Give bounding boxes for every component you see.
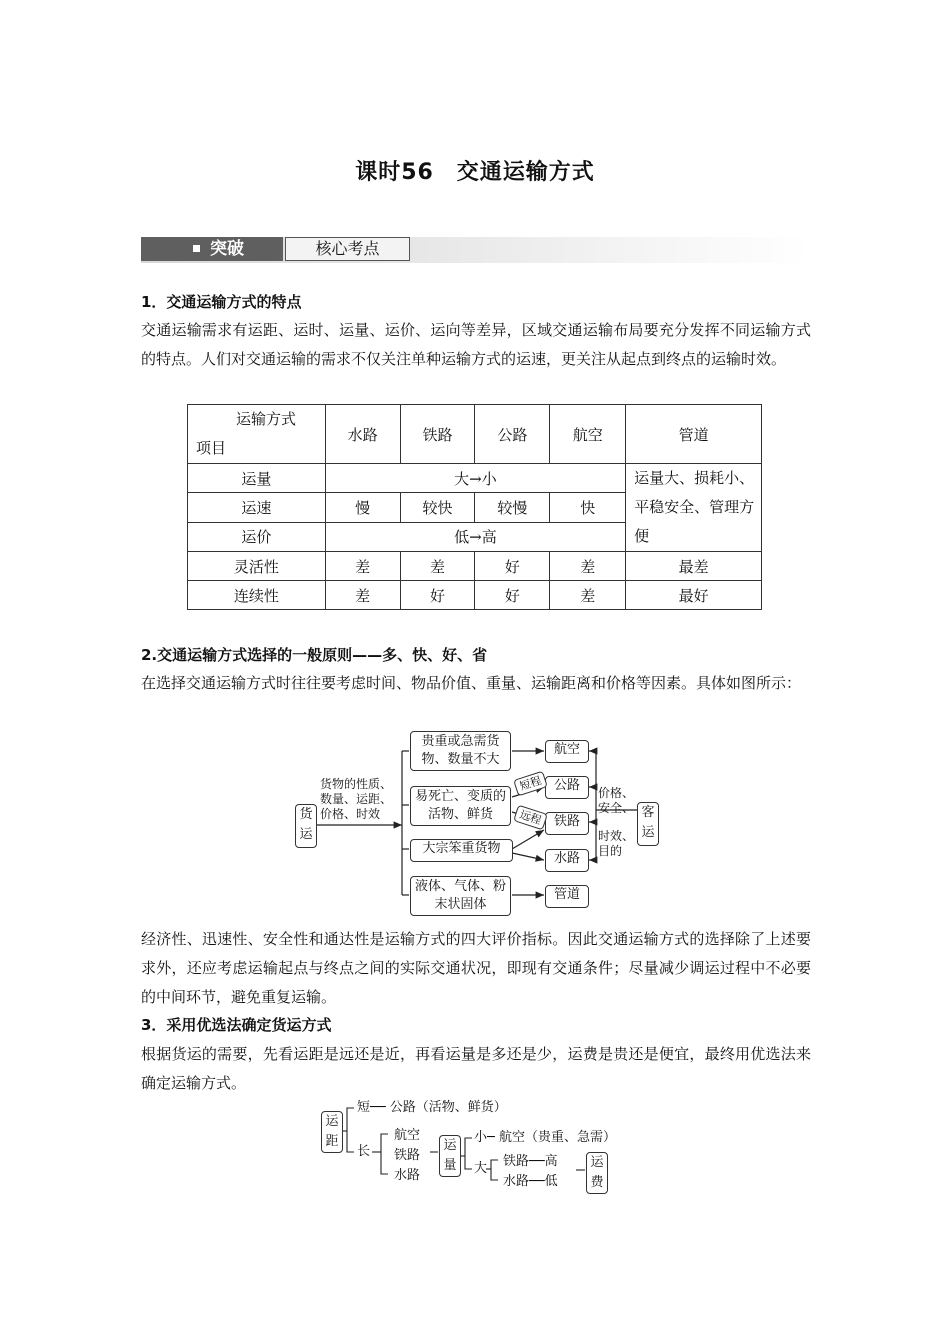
- speed-cell: 较慢: [475, 493, 550, 522]
- long-mode: 铁路: [394, 1148, 421, 1163]
- flexibility-cell: 差: [400, 552, 475, 581]
- header-pipeline: 管道: [626, 405, 762, 464]
- flexibility-cell: 最差: [626, 552, 762, 581]
- row-label-continuity: 连续性: [188, 581, 326, 610]
- goods-label: 贵重或急需货物、数量不大: [421, 734, 500, 767]
- continuity-cell: 好: [475, 581, 550, 610]
- freight-factor: 货物的性质、: [320, 777, 393, 791]
- long-mode: 水路: [394, 1168, 421, 1183]
- section2-paragraph: 在选择交通运输方式时往往要考虑时间、物品价值、重量、运输距离和价格等因素。具体如图所示：: [141, 674, 802, 692]
- mode-label: 公路: [553, 778, 580, 793]
- continuity-cell: 好: [400, 581, 475, 610]
- distance-box: [321, 1111, 343, 1153]
- flexibility-cell: 差: [325, 552, 400, 581]
- row-label-speed: 运速: [188, 493, 326, 522]
- passenger-factor: 目的: [598, 844, 623, 858]
- goods-label: 液体、气体、粉末状固体: [414, 879, 506, 912]
- passenger-factor: 安全、: [598, 801, 635, 815]
- corner-bottom-label: 项目: [196, 439, 227, 457]
- banner-dark-label: 突破: [210, 239, 244, 259]
- passenger-factor: 时效、: [598, 829, 635, 843]
- section2-paragraph2: 经济性、迅速性、安全性和通达性是运输方式的四大评价指标。因此交通运输方式的选择除了上述要求外，还应考虑运输起点与终点之间的实际交通状况，即现有交通条件；尽量减少调运过程中不必要的中间环节，避免重复运输。: [141, 930, 811, 1006]
- continuity-cell: 差: [550, 581, 626, 610]
- speed-cell: 慢: [325, 493, 400, 522]
- flexibility-cell: 好: [475, 552, 550, 581]
- distance-label: 运距: [325, 1114, 339, 1149]
- cost-label: 运费: [590, 1155, 604, 1190]
- header-air: 航空: [550, 405, 626, 464]
- goods-label: 大宗笨重货物: [422, 841, 501, 856]
- pipeline-note: 运量大、损耗小、平稳安全、管理方便: [626, 464, 762, 552]
- price-span: 低→高: [325, 522, 625, 551]
- banner-light-label: 核心考点: [315, 239, 380, 258]
- row-label-price: 运价: [188, 522, 326, 551]
- passenger-label: 客运: [641, 805, 655, 840]
- header-highway: 公路: [475, 405, 550, 464]
- section3-paragraph: 根据货运的需要，先看运距是远还是近，再看运量是多还是少，运费是贵还是便宜，最终用优选法来确定运输方式。: [141, 1045, 811, 1092]
- flexibility-cell: 差: [550, 552, 626, 581]
- cost-box: [586, 1152, 608, 1194]
- section1-heading: 1．交通运输方式的特点: [141, 293, 302, 311]
- row-label-flexibility: 灵活性: [188, 552, 326, 581]
- large-item: 水路──低: [503, 1174, 558, 1189]
- freight-factor: 价格、时效: [320, 807, 381, 821]
- page-title: 课时56 交通运输方式: [355, 160, 595, 185]
- section3-heading: 3．采用优选法确定货运方式: [141, 1016, 332, 1034]
- mode-label: 管道: [553, 887, 580, 902]
- speed-cell: 快: [550, 493, 626, 522]
- header-waterway: 水路: [325, 405, 400, 464]
- continuity-cell: 差: [325, 581, 400, 610]
- header-railway: 铁路: [400, 405, 475, 464]
- short-branch: 短── 公路（活物、鲜货）: [357, 1100, 507, 1115]
- mode-label: 航空: [553, 742, 580, 757]
- corner-top-label: 运输方式: [236, 410, 297, 428]
- volume-span: 大→小: [325, 464, 625, 493]
- long-branch-label: 长: [357, 1144, 371, 1159]
- section1-paragraph: 交通运输需求有运距、运时、运量、运价、运向等差异，区域交通运输布局要充分发挥不同运输方式的特点。人们对交通运输的需求不仅关注单种运输方式的运速，更关注从起点到终点的运输时效。: [141, 321, 811, 368]
- row-label-volume: 运量: [188, 464, 326, 493]
- freight-factor: 数量、运距、: [320, 792, 393, 806]
- long-mode: 航空: [394, 1128, 421, 1143]
- volume-box: [439, 1135, 461, 1177]
- continuity-cell: 最好: [626, 581, 762, 610]
- small-branch: 小─ 航空（贵重、急需）: [474, 1130, 616, 1145]
- large-item: 铁路──高: [503, 1154, 558, 1169]
- long-modes: [394, 1126, 420, 1186]
- short-text: 短程: [518, 773, 543, 794]
- mode-label: 铁路: [553, 814, 580, 829]
- goods-label: 易死亡、变质的活物、鲜货: [414, 789, 506, 822]
- long-text: 远程: [518, 807, 543, 828]
- mode-label: 水路: [553, 851, 580, 866]
- freight-label: 货运: [299, 807, 313, 842]
- passenger-factor: 价格、: [598, 786, 635, 800]
- volume-label: 运量: [443, 1138, 457, 1173]
- large-items: [503, 1152, 558, 1192]
- section2-heading: 2.交通运输方式选择的一般原则——多、快、好、省: [141, 646, 488, 664]
- large-branch-label: 大: [474, 1161, 488, 1176]
- speed-cell: 较快: [400, 493, 475, 522]
